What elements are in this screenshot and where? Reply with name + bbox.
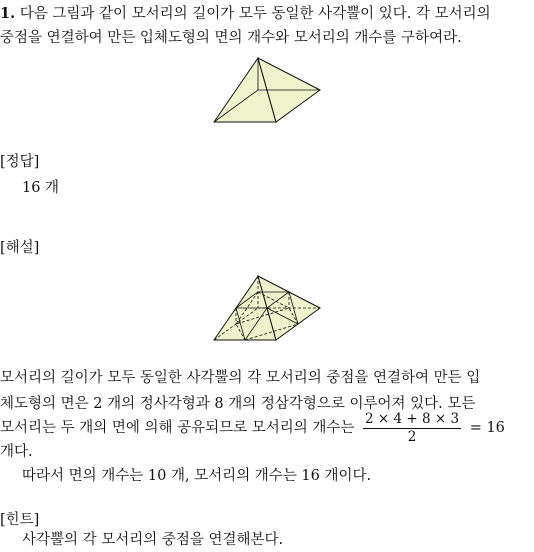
explanation-line-1: 모서리의 길이가 모두 동일한 사각뿔의 각 모서리의 중점을 연결하여 만든 입 — [0, 370, 481, 386]
explanation-line-3 — [0, 410, 530, 446]
hint-text: 사각뿔의 각 모서리의 중점을 연결해본다. — [22, 532, 284, 548]
pyramid-figure — [208, 52, 328, 128]
problem-text-1: 다음 그림과 같이 모서리의 길이가 모두 동일한 사각뿔이 있다. 각 모서리의 — [19, 6, 491, 22]
fraction-numerator: 2 × 4 + 8 × 3 — [365, 410, 460, 427]
answer-label: [정답] — [0, 154, 40, 170]
problem-line-1 — [0, 2, 530, 26]
fraction-denominator: 2 — [407, 428, 417, 445]
fraction-result: = 16 — [469, 420, 505, 436]
explanation-label: [해설] — [0, 240, 40, 256]
problem-number: 1. — [0, 5, 16, 22]
edge-count-fraction — [363, 411, 461, 446]
answer-value: 16 개 — [22, 180, 60, 196]
explanation-line-5: 따라서 면의 개수는 10 개, 모서리의 개수는 16 개이다. — [22, 468, 372, 484]
midpoint-figure — [208, 270, 328, 346]
explanation-line-2: 체도형의 면은 2 개의 정사각형과 8 개의 정삼각형으로 이루어져 있다. 모든 — [0, 396, 476, 412]
explanation-line-3-text: 모서리는 두 개의 면에 의해 공유되므로 모서리의 개수는 — [0, 420, 355, 436]
explanation-line-4: 개다. — [0, 444, 33, 460]
hint-label: [힌트] — [0, 512, 40, 528]
problem-text-2: 중점을 연결하여 만든 입체도형의 면의 개수와 모서리의 개수를 구하여라. — [0, 30, 462, 46]
